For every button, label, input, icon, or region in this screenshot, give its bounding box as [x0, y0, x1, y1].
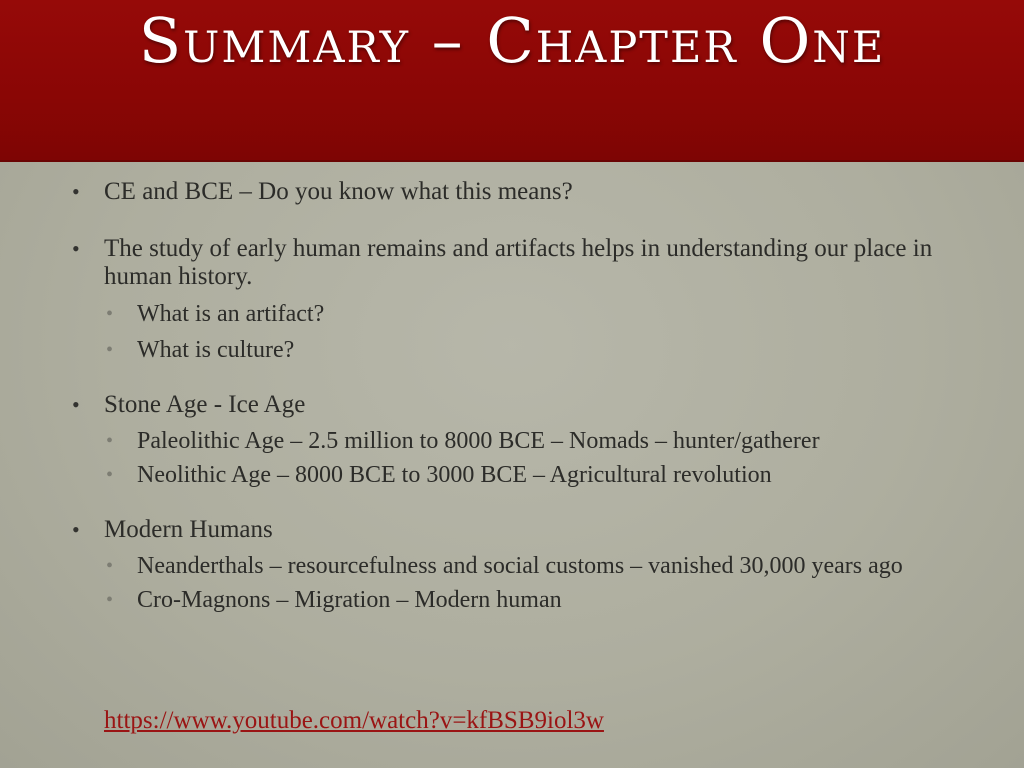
bullet-dot-icon: •: [72, 179, 80, 204]
title-band: [0, 0, 1024, 162]
bullet-text: Stone Age - Ice Age: [104, 391, 306, 418]
bullet-dot-icon: •: [72, 392, 80, 417]
bullet-dot-icon: •: [72, 236, 80, 261]
bullet-item: [72, 391, 952, 419]
sub-bullet-dot-icon: •: [106, 464, 114, 486]
sub-bullet-dot-icon: •: [106, 303, 114, 325]
sub-bullet-item: [72, 553, 952, 579]
sub-bullet-text: Cro-Magnons – Migration – Modern human: [137, 587, 562, 613]
sub-bullet-text: What is culture?: [137, 337, 295, 363]
video-link[interactable]: https://www.youtube.com/watch?v=kfBSB9iol3w: [104, 707, 604, 734]
bullet-dot-icon: •: [72, 517, 80, 542]
sub-bullet-dot-icon: •: [106, 339, 114, 361]
sub-bullet-text: What is an artifact?: [137, 301, 325, 327]
sub-bullet-item: [72, 587, 952, 613]
sub-bullet-dot-icon: •: [106, 430, 114, 452]
sub-bullet-text: Neanderthals – resourcefulness and social customs – vanished 30,000 years ago: [137, 553, 903, 579]
sub-bullet-item: [72, 462, 952, 488]
sub-bullet-item: [72, 301, 952, 327]
bullet-list: [72, 178, 952, 613]
sub-bullet-text: Paleolithic Age – 2.5 million to 8000 BCE – Nomads – hunter/gatherer: [137, 428, 820, 454]
bullet-item: [72, 235, 952, 291]
sub-bullet-item: [72, 337, 952, 363]
sub-bullet-dot-icon: •: [106, 589, 114, 611]
bullet-item: [72, 178, 952, 206]
bullet-item: [72, 516, 952, 544]
sub-bullet-item: [72, 428, 952, 454]
bullet-text: CE and BCE – Do you know what this means?: [104, 178, 573, 205]
slide-title: Summary – Chapter One: [138, 4, 886, 77]
sub-bullet-text: Neolithic Age – 8000 BCE to 3000 BCE – Agricultural revolution: [137, 462, 772, 488]
sub-bullet-dot-icon: •: [106, 555, 114, 577]
bullet-text: The study of early human remains and artifacts helps in understanding our place in human history.: [104, 235, 933, 290]
bullet-text: Modern Humans: [104, 516, 273, 543]
